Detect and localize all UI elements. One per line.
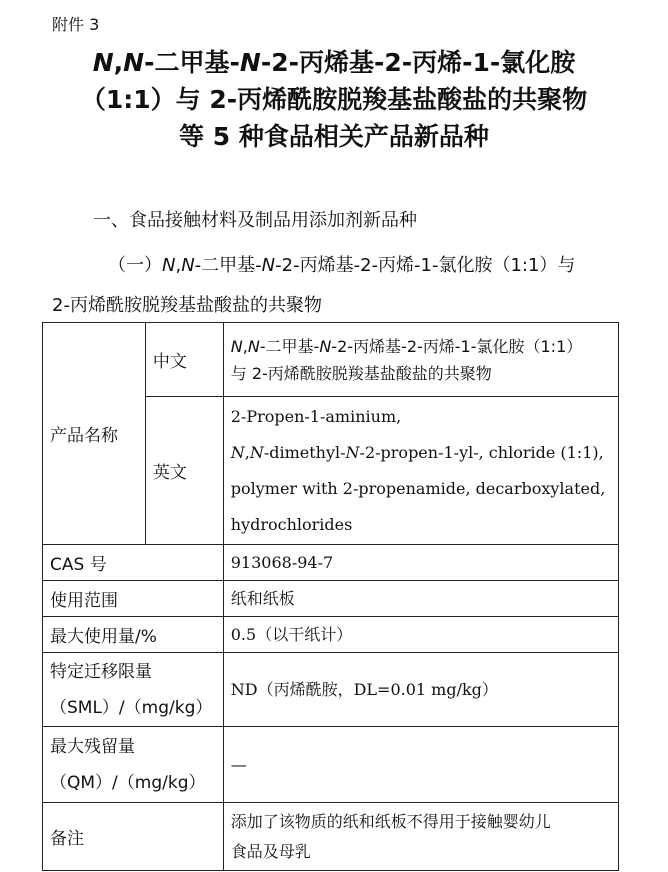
section-heading-1: 一、食品接触材料及制品用添加剂新品种 [93,210,417,231]
remarks-value: 添加了该物质的纸和纸板不得用于接触婴幼儿 食品及母乳 [223,803,618,871]
english-label: 英文 [145,397,223,545]
table-row [43,653,619,727]
sml-value: ND（丙烯酰胺，DL=0.01 mg/kg） [223,653,618,727]
product-info-table [42,322,619,871]
scope-value: 纸和纸板 [223,581,618,617]
annex-label: 附件 3 [52,15,100,34]
table-row [43,581,619,617]
qm-label: 最大残留量 （QM）/（mg/kg） [43,727,224,803]
max-use-value: 0.5（以干纸计） [223,617,618,653]
cas-label: CAS 号 [43,545,224,581]
table-row [43,617,619,653]
product-name-label: 产品名称 [43,323,146,545]
qm-value: — [223,727,618,803]
section-heading-2 [52,246,620,326]
table-row [43,545,619,581]
title-line-3: 等 5 种食品相关产品新品种 [179,122,489,151]
title-line-2: （1:1）与 2-丙烯酰胺脱羧基盐酸盐的共聚物 [80,85,588,114]
remarks-label: 备注 [43,803,224,871]
title-line-1: N,N-二甲基-N-2-丙烯基-2-丙烯-1-氯化胺 [92,48,576,77]
document-title [40,44,628,155]
english-name-value: 2-Propen-1-aminium, N,N-dimethyl-N-2-propen-1-yl-, chloride (1:1), polymer with 2-propenamide, decarboxylated, hydrochlorides [223,397,618,545]
section-heading-2-line-2: 2-丙烯酰胺脱羧基盐酸盐的共聚物 [52,295,322,316]
sml-label: 特定迁移限量 （SML）/（mg/kg） [43,653,224,727]
table-row [43,323,619,397]
table-row [43,803,619,871]
table-row [43,727,619,803]
cas-value: 913068-94-7 [223,545,618,581]
chinese-label: 中文 [145,323,223,397]
section-heading-2-line-1: （一）N,N-二甲基-N-2-丙烯基-2-丙烯-1-氯化胺（1:1）与 [108,255,576,276]
chinese-name-value: N,N-二甲基-N-2-丙烯基-2-丙烯-1-氯化胺（1:1） 与 2-丙烯酰胺脱羧基盐酸盐的共聚物 [223,323,618,397]
max-use-label: 最大使用量/% [43,617,224,653]
scope-label: 使用范围 [43,581,224,617]
